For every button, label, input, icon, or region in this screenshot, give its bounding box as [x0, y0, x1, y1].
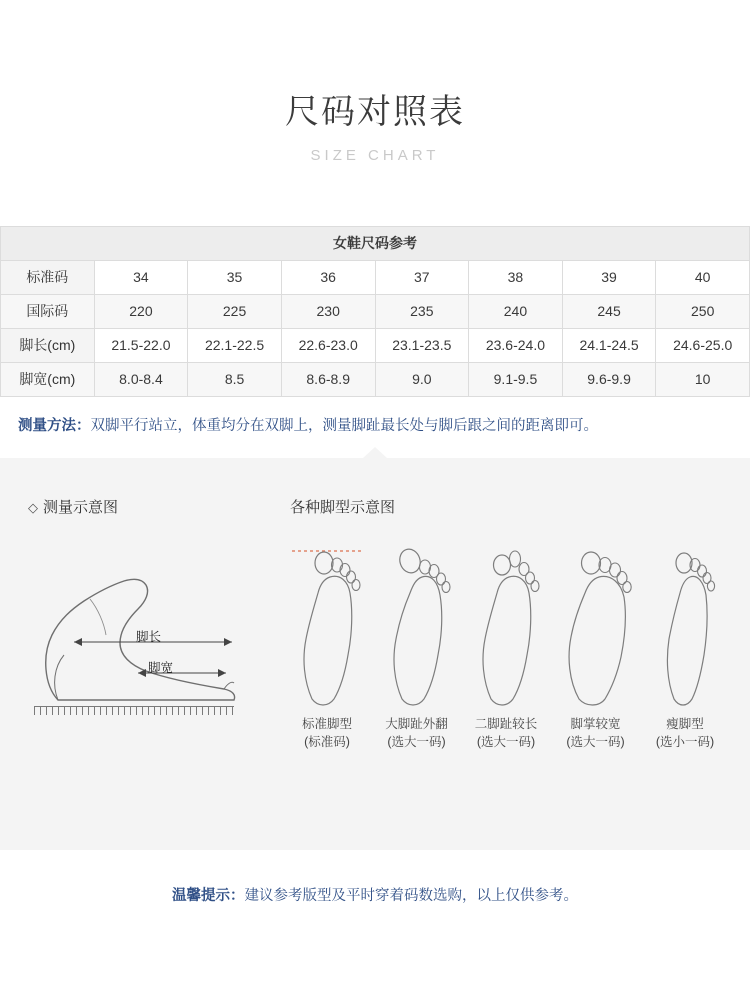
table-cell: 22.6-23.0 — [281, 328, 375, 362]
table-row — [1, 362, 750, 396]
table-cell: 235 — [375, 294, 469, 328]
table-cell: 39 — [562, 260, 656, 294]
table-cell: 21.5-22.0 — [94, 328, 188, 362]
foot-long-second-toe-icon — [469, 531, 543, 709]
table-cell: 24.6-25.0 — [656, 328, 750, 362]
footer-tip — [0, 850, 750, 908]
table-cell: 9.6-9.9 — [562, 362, 656, 396]
foot-type-advice: (选小一码) — [655, 735, 715, 750]
foot-types-row — [290, 531, 722, 751]
foot-type-advice: (标准码) — [304, 735, 350, 750]
foot-type-illustration — [380, 531, 454, 709]
table-caption-row — [1, 226, 750, 260]
ruler-icon — [34, 706, 234, 719]
foot-measure-diagram — [28, 535, 240, 725]
foot-type-advice: (选大一码) — [476, 735, 536, 750]
measure-illustration-title — [28, 498, 260, 518]
page-title: 尺码对照表 — [285, 93, 465, 131]
foot-type-caption — [648, 715, 722, 751]
page-header — [0, 0, 750, 164]
table-row — [1, 328, 750, 362]
row-label: 脚宽(cm) — [1, 362, 95, 396]
diagram-panel-inner — [0, 488, 750, 752]
table-cell: 9.1-9.5 — [469, 362, 563, 396]
foot-type-name: 大脚趾外翻 — [385, 717, 448, 732]
foot-type-name: 瘦脚型 — [666, 717, 704, 732]
foot-type-advice: (选大一码) — [387, 735, 446, 750]
table-cell: 240 — [469, 294, 563, 328]
foot-width-label: 脚宽 — [148, 661, 174, 676]
foot-type-caption — [469, 715, 543, 751]
row-label: 脚长(cm) — [1, 328, 95, 362]
foot-type-illustration — [290, 531, 364, 709]
foot-type-advice: (选大一码) — [566, 735, 625, 750]
size-table — [0, 226, 750, 397]
foot-type-name: 脚掌较宽 — [570, 717, 621, 732]
table-cell: 8.5 — [188, 362, 282, 396]
table-cell: 10 — [656, 362, 750, 396]
table-cell: 23.1-23.5 — [375, 328, 469, 362]
footer-tip-label: 温馨提示： — [172, 887, 245, 904]
foot-types-column — [260, 498, 722, 752]
foot-type-caption — [559, 715, 633, 751]
row-label: 标准码 — [1, 260, 95, 294]
table-cell: 35 — [188, 260, 282, 294]
foot-type-caption — [290, 715, 364, 751]
page-subtitle: SIZE CHART — [310, 146, 440, 164]
measure-method-text: 双脚平行站立，体重均分在双脚上，测量脚趾最长处与脚后跟之间的距离即可。 — [90, 417, 598, 434]
table-cell: 36 — [281, 260, 375, 294]
foot-wide-icon — [559, 531, 633, 709]
foot-type-item — [559, 531, 633, 751]
size-table-section — [0, 226, 750, 397]
diamond-icon: ◇ — [28, 499, 38, 515]
table-cell: 24.1-24.5 — [562, 328, 656, 362]
measure-illustration-title-text: 测量示意图 — [43, 498, 119, 516]
table-cell: 8.6-8.9 — [281, 362, 375, 396]
foot-type-name: 二脚趾较长 — [474, 717, 538, 732]
table-cell: 220 — [94, 294, 188, 328]
diagram-panel — [0, 458, 750, 850]
table-cell: 250 — [656, 294, 750, 328]
table-row — [1, 294, 750, 328]
foot-bunion-icon — [380, 531, 454, 709]
foot-narrow-icon — [648, 531, 722, 709]
foot-type-item — [469, 531, 543, 751]
foot-standard-icon — [290, 531, 364, 709]
foot-length-label: 脚长 — [136, 630, 162, 645]
table-cell: 8.0-8.4 — [94, 362, 188, 396]
table-caption: 女鞋尺码参考 — [1, 226, 750, 260]
foot-type-item — [648, 531, 722, 751]
row-label: 国际码 — [1, 294, 95, 328]
foot-type-illustration — [469, 531, 543, 709]
footer-tip-text: 建议参考版型及平时穿着码数选购，以上仅供参考。 — [244, 887, 578, 904]
foot-type-item — [290, 531, 364, 751]
table-cell: 40 — [656, 260, 750, 294]
table-cell: 37 — [375, 260, 469, 294]
table-cell: 225 — [188, 294, 282, 328]
table-cell: 23.6-24.0 — [469, 328, 563, 362]
foot-types-title: 各种脚型示意图 — [290, 498, 396, 516]
table-cell: 22.1-22.5 — [188, 328, 282, 362]
foot-side-view-svg — [28, 535, 240, 725]
table-cell: 9.0 — [375, 362, 469, 396]
measure-method-label: 测量方法： — [18, 417, 91, 434]
table-cell: 230 — [281, 294, 375, 328]
table-cell: 245 — [562, 294, 656, 328]
foot-type-name: 标准脚型 — [301, 717, 352, 732]
table-row — [1, 260, 750, 294]
measure-illustration-column — [28, 498, 260, 752]
foot-type-illustration — [559, 531, 633, 709]
foot-type-illustration — [648, 531, 722, 709]
panel-arrow-icon — [363, 447, 387, 458]
foot-type-item — [380, 531, 454, 751]
table-cell: 38 — [469, 260, 563, 294]
foot-type-caption — [380, 715, 454, 751]
table-cell: 34 — [94, 260, 188, 294]
